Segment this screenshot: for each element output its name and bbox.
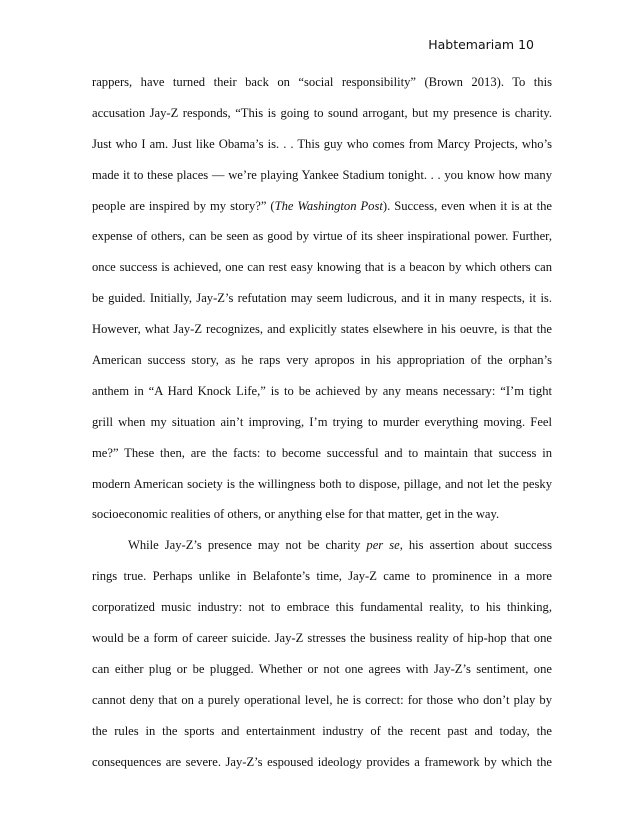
text-line [92, 685, 552, 716]
text-run: consequences are severe. Jay-Z’s espoused ideology provides a framework by which the [92, 754, 552, 769]
text-line [92, 314, 552, 345]
text-run: accusation Jay-Z responds, “This is going to sound arrogant, but my presence is charity. [92, 105, 552, 120]
text-run: modern American society is the willingness both to dispose, pillage, and not let the pesky [92, 476, 552, 491]
text-line [92, 67, 552, 98]
text-line [92, 129, 552, 160]
text-line [92, 716, 552, 747]
text-run: people are inspired by my story?” ( [92, 198, 275, 213]
text-run: rappers, have turned their back on “social responsibility” (Brown 2013). To this [92, 75, 552, 89]
text-run: rings true. Perhaps unlike in Belafonte’s time, Jay-Z came to prominence in a more [92, 569, 552, 584]
text-line [92, 221, 552, 252]
text-run: be guided. Initially, Jay-Z’s refutation may seem ludicrous, and it in many respects, it is. [92, 291, 552, 306]
text-run: , his assertion about success [399, 538, 552, 553]
text-line [92, 252, 552, 283]
text-run: corporatized music industry: not to embrace this fundamental reality, to his thinking, [92, 600, 552, 615]
text-line [92, 160, 552, 191]
text-run: made it to these places — we’re playing Yankee Stadium tonight. . . you know how many [92, 167, 552, 182]
text-run: cannot deny that on a purely operational level, he is correct: for those who don’t play by [92, 692, 552, 707]
text-run: Just who I am. Just like Obama’s is. . . This guy who comes from Marcy Projects, who’s [92, 136, 552, 151]
body-text [92, 67, 552, 777]
text-run: the rules in the sports and entertainment industry of the recent past and today, the [92, 723, 552, 738]
text-line [92, 530, 552, 561]
text-run: While Jay-Z’s presence may not be charity [128, 538, 367, 553]
text-run: would be a form of career suicide. Jay-Z stresses the business reality of hip-hop that one [92, 631, 552, 646]
text-run: expense of others, can be seen as good by virtue of its sheer inspirational power. Further, [92, 229, 552, 244]
text-line [92, 592, 552, 623]
text-line [92, 191, 552, 222]
header-author: Habtemariam [428, 37, 515, 52]
text-line [92, 654, 552, 685]
text-run: American success story, as he raps very apropos in his appropriation of the orphan’s [92, 353, 552, 368]
text-line [92, 623, 552, 654]
text-line [92, 98, 552, 129]
text-run: grill when my situation ain’t improving, I’m trying to murder everything moving. Feel [92, 414, 552, 429]
text-run: me?” These then, are the facts: to become successful and to maintain that success in [92, 445, 552, 460]
italic-text: per se [366, 538, 400, 553]
text-run: can either plug or be plugged. Whether or not one agrees with Jay-Z’s sentiment, one [92, 661, 552, 676]
text-line [92, 747, 552, 778]
text-run: However, what Jay-Z recognizes, and explicitly states elsewhere in his oeuvre, is that the [92, 322, 552, 337]
text-line [92, 376, 552, 407]
running-header [428, 37, 534, 52]
text-run: ). Success, even when it is at the [382, 198, 552, 213]
text-run: anthem in “A Hard Knock Life,” is to be achieved by any means necessary: “I’m tight [92, 383, 552, 398]
text-run: once success is achieved, one can rest easy knowing that is a beacon by which others can [92, 260, 552, 275]
text-line [92, 561, 552, 592]
text-line [92, 345, 552, 376]
text-line [92, 407, 552, 438]
text-line [92, 438, 552, 469]
text-line [92, 499, 552, 530]
text-run: socioeconomic realities of others, or anything else for that matter, get in the way. [92, 507, 500, 522]
text-line [92, 469, 552, 500]
italic-text: The Washington Post [274, 198, 383, 213]
page-number: 10 [518, 37, 534, 52]
text-line [92, 283, 552, 314]
